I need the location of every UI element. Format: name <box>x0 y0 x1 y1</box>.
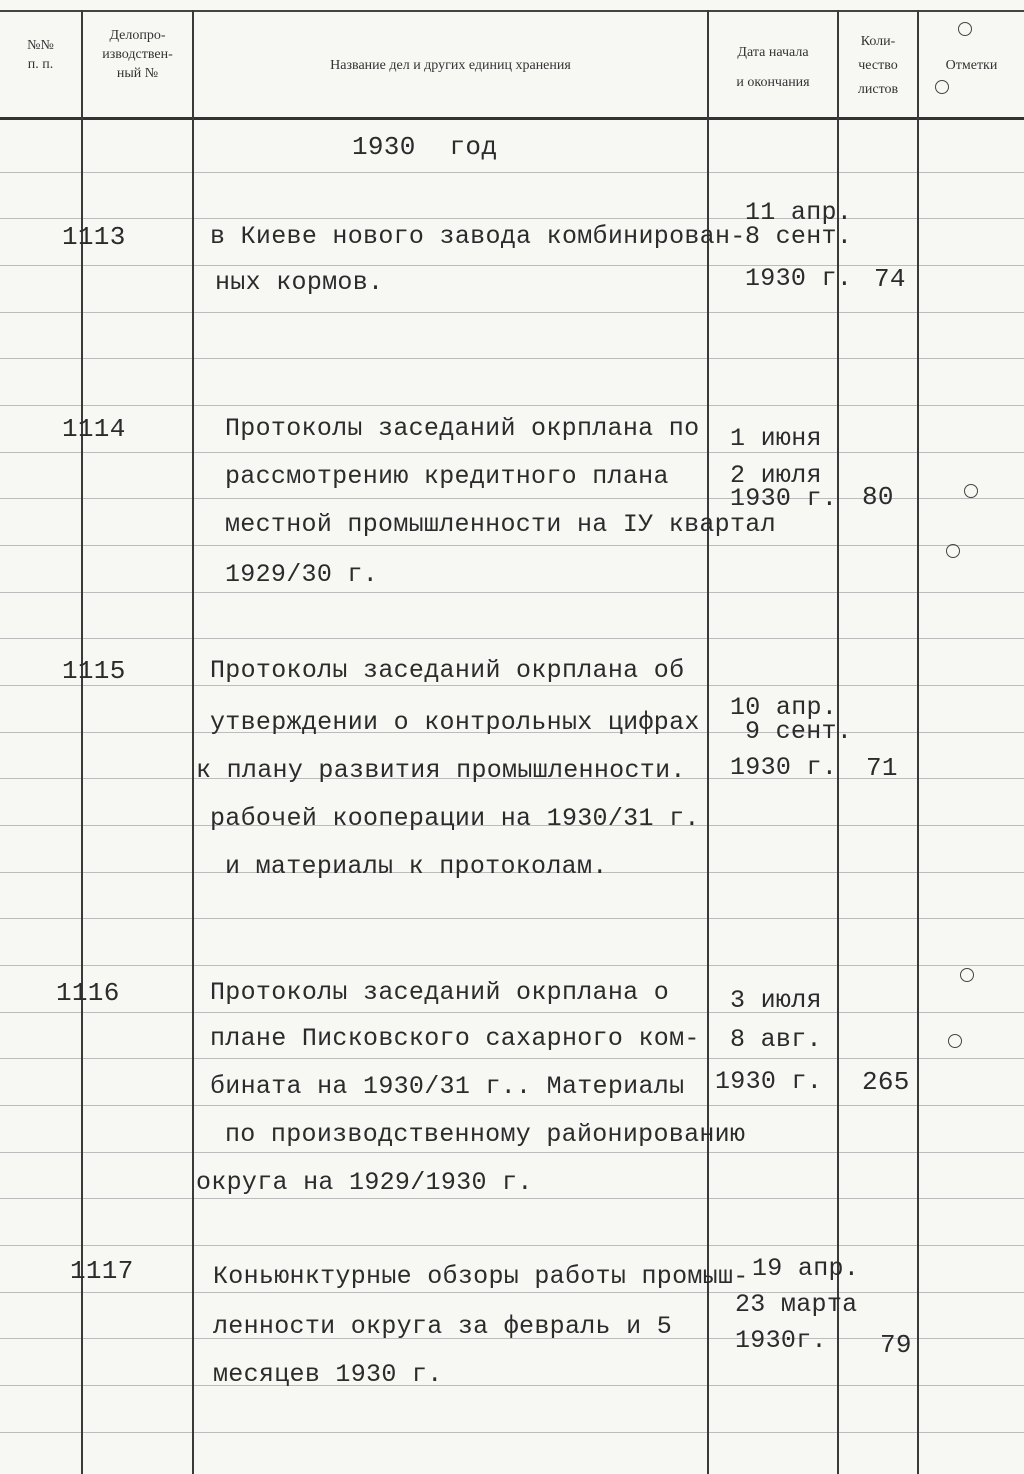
entry-title-line: 1929/30 г. <box>225 560 379 589</box>
entry-date-line: 9 сент. <box>745 717 853 746</box>
year-heading: 1930 год <box>352 132 498 162</box>
entry-date-line: 1930 г. <box>730 484 838 513</box>
entry-sheet-count: 74 <box>874 264 906 294</box>
entry-date-line: 8 авг. <box>730 1025 822 1054</box>
entry-sheet-count: 80 <box>862 482 894 512</box>
entry-title-line: и материалы к протоколам. <box>225 852 608 881</box>
entry-title-line: рассмотрению кредитного плана <box>225 462 669 491</box>
entry-date-line: 1930 г. <box>745 264 853 293</box>
rule-line <box>0 1105 1024 1106</box>
rule-line <box>0 1292 1024 1293</box>
entry-sheet-count: 79 <box>880 1330 912 1360</box>
rule-line <box>0 592 1024 593</box>
entry-title-line: ленности округа за февраль и 5 <box>213 1312 673 1341</box>
entry-date-line: 3 июля <box>730 986 822 1015</box>
rule-line <box>0 1152 1024 1153</box>
entry-title-line: по производственному районированию <box>225 1120 746 1149</box>
entry-date-line: 10 апр. <box>730 693 838 722</box>
entry-title-line: ных кормов. <box>215 268 384 297</box>
entry-number: 1115 <box>62 656 126 686</box>
entry-number: 1116 <box>56 978 120 1008</box>
entry-title-line: плане Писковского сахарного ком- <box>210 1024 700 1053</box>
entry-date-line: 11 апр. <box>745 198 853 227</box>
entry-date-line: 1930 г. <box>730 753 838 782</box>
entry-title-line: Коньюнктурные обзоры работы промыш- <box>213 1262 749 1291</box>
rule-line <box>0 405 1024 406</box>
rule-line <box>0 312 1024 313</box>
entry-date-line: 19 апр. <box>752 1254 860 1283</box>
column-divider <box>192 10 194 1474</box>
header-sheets: Коли- чество листов <box>857 34 899 97</box>
rule-line <box>0 965 1024 966</box>
header-num: №№ п. п. <box>27 38 54 72</box>
rule-line <box>0 218 1024 219</box>
header-office-number: Делопро- изводствен- ный № <box>102 28 173 81</box>
entry-number: 1114 <box>62 414 126 444</box>
entry-title-line: Протоколы заседаний окрплана об <box>210 656 685 685</box>
entry-date-line: 2 июля <box>730 461 822 490</box>
rule-line <box>0 1245 1024 1246</box>
rule-line <box>0 452 1024 453</box>
circle-mark-icon <box>946 544 960 558</box>
entry-title-line: утверждении о контрольных цифрах <box>210 708 700 737</box>
entry-title-line: Протоколы заседаний окрплана по <box>225 414 700 443</box>
entry-date-line: 1 июня <box>730 424 822 453</box>
rule-line <box>0 358 1024 359</box>
entry-title-line: местной промышленности на IУ квартал <box>225 510 776 539</box>
entry-sheet-count: 265 <box>862 1067 910 1097</box>
entry-date-line: 1930г. <box>735 1326 827 1355</box>
circle-mark-icon <box>960 968 974 982</box>
circle-mark-icon <box>958 22 972 36</box>
rule-line <box>0 265 1024 266</box>
rule-line <box>0 1432 1024 1433</box>
rule-line <box>0 172 1024 173</box>
entry-number: 1113 <box>62 222 126 252</box>
rule-line <box>0 638 1024 639</box>
rule-line <box>0 1385 1024 1386</box>
entry-sheet-count: 71 <box>866 753 898 783</box>
rule-line <box>0 545 1024 546</box>
top-border <box>0 10 1024 12</box>
entry-title-line: в Киеве нового завода комбинирован- <box>210 222 746 251</box>
rule-line <box>0 1012 1024 1013</box>
header-dates: Дата начала и окончания <box>736 45 810 90</box>
circle-mark-icon <box>935 80 949 94</box>
rule-line <box>0 685 1024 686</box>
column-divider <box>917 10 919 1474</box>
header-notes: Отметки <box>945 58 998 73</box>
entry-title-line: рабочей кооперации на 1930/31 г. <box>210 804 700 833</box>
entry-title-line: месяцев 1930 г. <box>213 1360 443 1389</box>
entry-date-line: 23 марта <box>735 1290 858 1319</box>
entry-date-line: 8 сент. <box>745 222 853 251</box>
rule-line <box>0 918 1024 919</box>
entry-title-line: округа на 1929/1930 г. <box>196 1168 533 1197</box>
rule-line <box>0 1058 1024 1059</box>
entry-title-line: к плану развития промышленности. <box>196 756 686 785</box>
header-divider <box>0 117 1024 120</box>
header-title: Название дел и других единиц хранения <box>330 58 571 73</box>
entry-title-line: Протоколы заседаний окрплана о <box>210 978 670 1007</box>
entry-date-line: 1930 г. <box>715 1067 823 1096</box>
entry-number: 1117 <box>70 1256 134 1286</box>
circle-mark-icon <box>964 484 978 498</box>
rule-line <box>0 1198 1024 1199</box>
entry-title-line: бината на 1930/31 г.. Материалы <box>210 1072 685 1101</box>
circle-mark-icon <box>948 1034 962 1048</box>
